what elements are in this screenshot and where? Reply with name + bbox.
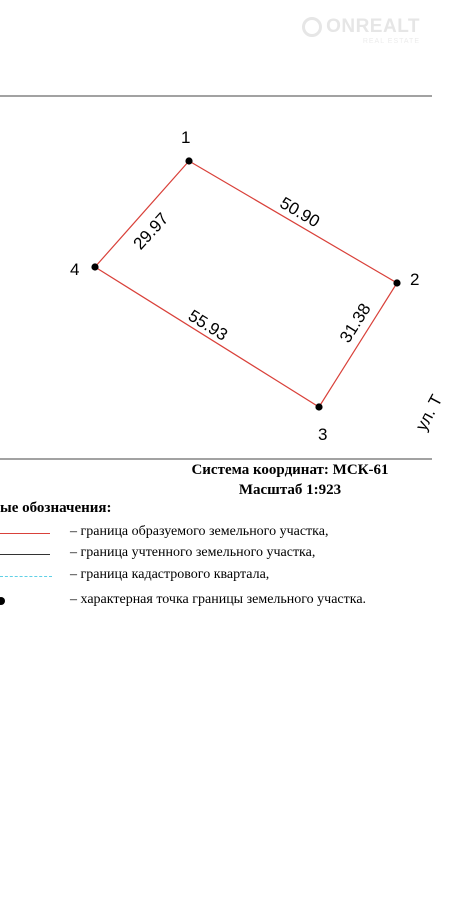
cyan-dashed-line-icon	[0, 576, 52, 577]
side-2-3-length: 31.38	[335, 300, 375, 347]
coordinate-system: Система координат: МСК-61	[191, 462, 389, 478]
side-4-1-length: 29.97	[129, 209, 173, 254]
street-label: ул. Т	[411, 391, 447, 434]
vertex-4-label: 4	[70, 260, 80, 279]
red-line-icon	[0, 533, 50, 534]
legend-item-text: – граница учтенного земельного участка,	[70, 545, 316, 560]
vertex-3-marker	[315, 403, 322, 410]
legend-item-text: – граница образуемого земельного участка,	[70, 524, 329, 539]
black-line-icon	[0, 554, 50, 555]
watermark-brand: ONREALT	[326, 16, 420, 37]
vertex-2-marker	[393, 279, 400, 286]
side-3-4-length: 55.93	[184, 306, 231, 345]
vertex-2-label: 2	[410, 270, 420, 289]
vertex-3-label: 3	[318, 425, 328, 444]
legend-title: ые обозначения:	[0, 500, 112, 516]
watermark-tagline: REAL ESTATE	[362, 38, 420, 45]
side-1-2-length: 50.90	[276, 193, 323, 232]
black-dot-icon	[0, 597, 5, 605]
legend-item-text: – характерная точка границы земельного участка.	[70, 592, 367, 607]
vertex-1-marker	[185, 157, 192, 164]
vertex-1-label: 1	[181, 128, 191, 147]
vertex-4-marker	[91, 263, 98, 270]
legend-item	[0, 524, 432, 544]
legend-item	[0, 567, 432, 587]
plot-boundary	[95, 161, 397, 407]
legend-item-text: – граница кадастрового квартала,	[70, 567, 270, 582]
legend-item	[0, 545, 432, 565]
map-scale: Масштаб 1:923	[238, 482, 342, 498]
legend-item	[0, 592, 432, 612]
